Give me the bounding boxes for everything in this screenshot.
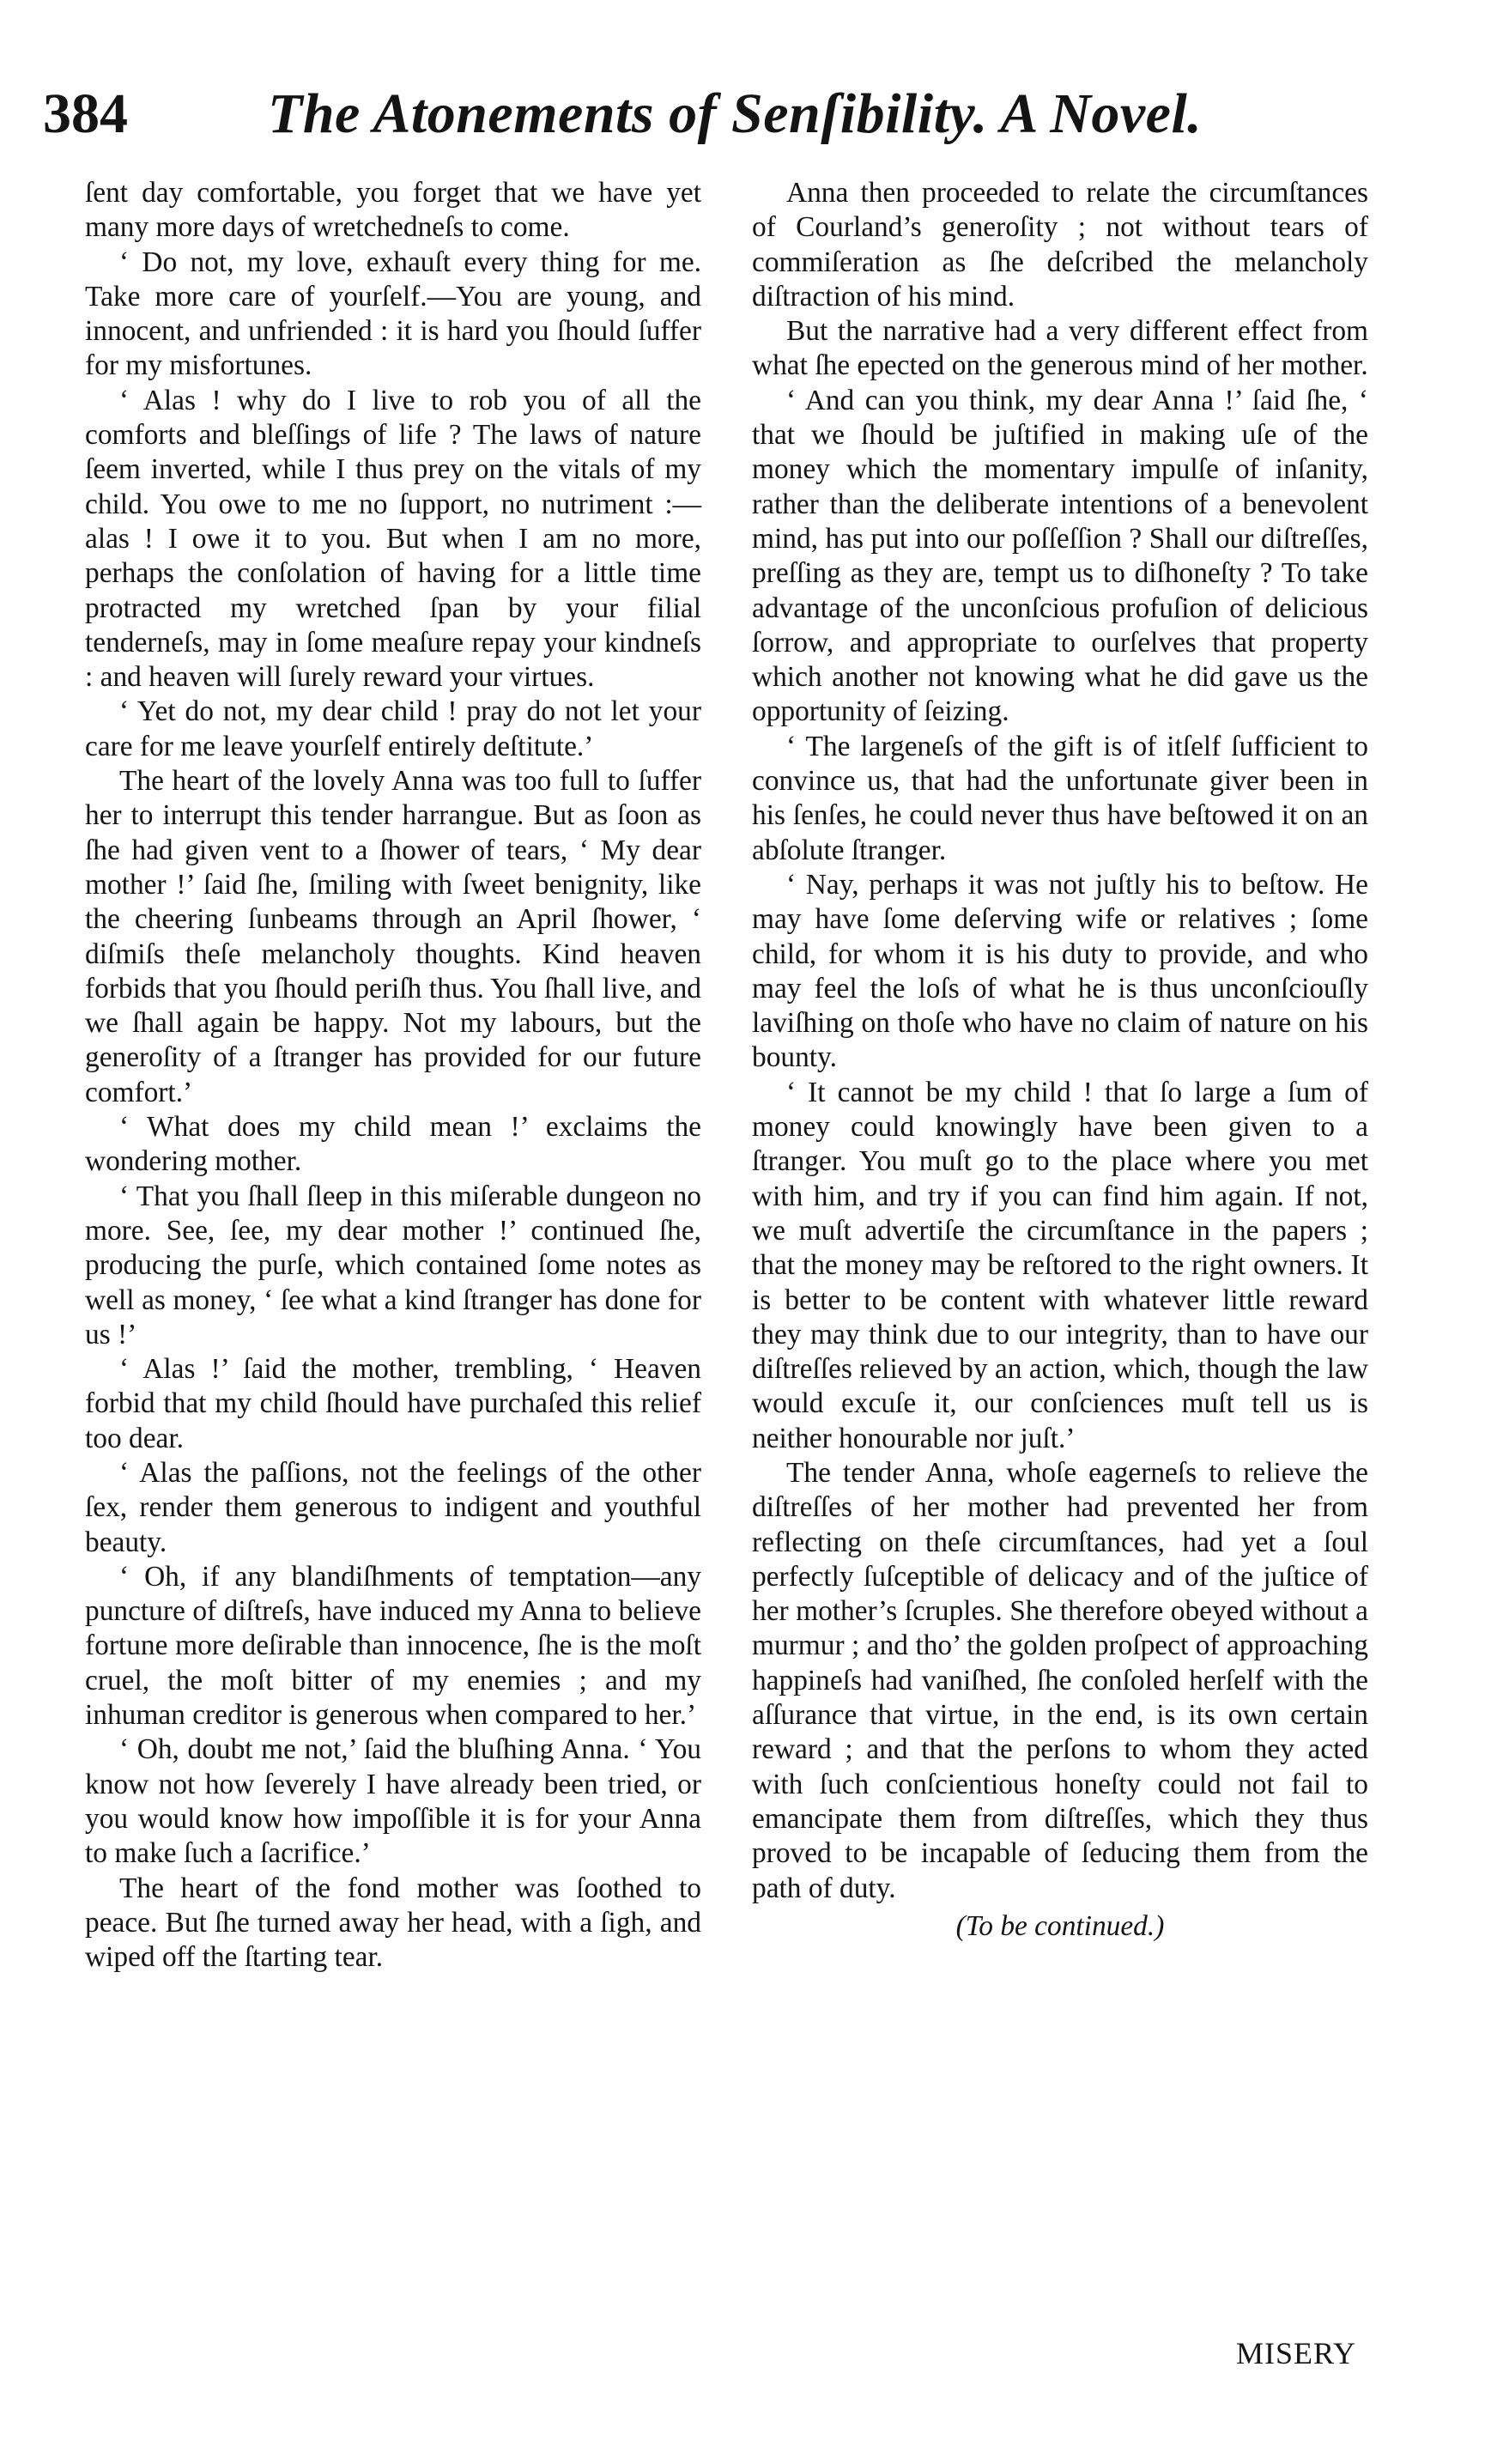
paragraph: ‘ It cannot be my child ! that ſo large a ſum of money could knowingly have been given to a ſtranger. You muſt go to the place where you met with him, and try if you can find him again. If not, we muſt advertiſe the circumſtance in the papers ; that the money may be reſtored to the right owners. It is better to be content with whatever little reward they may think due to our integrity, than to have our diſtreſſes relieved by an action, which, though the law would excuſe it, our conſciences muſt tell us is neither honourable nor juſt.’ xyxy=(752,1076,1368,1454)
right-column xyxy=(752,176,1368,1944)
paragraph: ‘ Oh, if any blandiſhments of temptation—any puncture of diſtreſs, have induced my Anna to believe fortune more deſirable than innocence, ſhe is the moſt cruel, the moſt bitter of my enemies ; and my inhuman creditor is generous when compared to her.’ xyxy=(85,1560,701,1732)
paragraph: The heart of the lovely Anna was too full to ſuffer her to interrupt this tender harrangue. But as ſoon as ſhe had given vent to a ſhower of tears, ‘ My dear mother !’ ſaid ſhe, ſmiling with ſweet benignity, like the cheering ſunbeams through an April ſhower, ‘ diſmiſs theſe melancholy thoughts. Kind heaven forbids that you ſhould periſh thus. You ſhall live, and we ſhall again be happy. Not my labours, but the generoſity of a ſtranger has provided for our future comfort.’ xyxy=(85,765,701,1108)
paragraph: ‘ That you ſhall ſleep in this miſerable dungeon no more. See, ſee, my dear mother !’ continued ſhe, producing the purſe, which contained ſome notes as well as money, ‘ ſee what a kind ſtranger has done for us !’ xyxy=(85,1180,701,1350)
paragraph: ‘ Oh, doubt me not,’ ſaid the bluſhing Anna. ‘ You know not how ſeverely I have already been tried, or you would know how impoſſible it is for your Anna to make ſuch a ſacrifice.’ xyxy=(85,1733,701,1870)
paragraph: ‘ Do not, my love, exhauſt every thing for me. Take more care of yourſelf.—You are young, and innocent, and unfriended : it is hard you ſhould ſuffer for my misfortunes. xyxy=(85,246,701,382)
paragraph: ‘ Nay, perhaps it was not juſtly his to beſtow. He may have ſome deſerving wife or relatives ; ſome child, for whom it is his duty to provide, and who may feel the loſs of what he is thus unconſciouſly laviſhing on thoſe who have no claim of nature on his bounty. xyxy=(752,868,1368,1074)
left-column xyxy=(85,176,701,1975)
paragraph: ‘ Alas !’ ſaid the mother, trembling, ‘ Heaven forbid that my child ſhould have purchaſed this relief too dear. xyxy=(85,1353,701,1454)
paragraph: The tender Anna, whoſe eagerneſs to relieve the diſtreſſes of her mother had prevented her from reflecting on theſe circumſtances, had yet a ſoul perfectly ſuſceptible of delicacy and of the juſtice of her mother’s ſcruples. She therefore obeyed without a murmur ; and tho’ the golden proſpect of approaching happineſs had vaniſhed, ſhe conſoled herſelf with the aſſurance that virtue, in the end, is its own certain reward ; and that the perſons to whom they acted with ſuch conſcientious honeſty could not fail to emancipate them from diſtreſſes, which they thus proved to be incapable of ſeducing them from the path of duty. xyxy=(752,1456,1368,1904)
catchword: MISERY xyxy=(1236,2336,1357,2370)
paragraph: Anna then proceeded to relate the circumſtances of Courland’s generoſity ; not without tears of commiſeration as ſhe deſcribed the melancholy diſtraction of his mind. xyxy=(752,177,1368,313)
page-number: 384 xyxy=(43,82,128,145)
paragraph: But the narrative had a very different effect from what ſhe epected on the generous mind of her mother. xyxy=(752,315,1368,382)
paragraph: The heart of the fond mother was ſoothed to peace. But ſhe turned away her head, with a ſigh, and wiped off the ſtarting tear. xyxy=(85,1872,701,1974)
continued-note: (To be continued.) xyxy=(955,1909,1165,1942)
paragraph: ‘ Yet do not, my dear child ! pray do not let your care for me leave yourſelf entirely deſtitute.’ xyxy=(85,695,701,762)
paragraph: ‘ Alas the paſſions, not the feelings of the other ſex, render them generous to indigent and youthful beauty. xyxy=(85,1456,701,1558)
paragraph: ſent day comfortable, you forget that we have yet many more days of wretchedneſs to come. xyxy=(85,177,701,244)
paragraph: ‘ What does my child mean !’ exclaims the wondering mother. xyxy=(85,1111,701,1178)
running-head xyxy=(43,76,1382,153)
paragraph: ‘ Alas ! why do I live to rob you of all the comforts and bleſſings of life ? The laws of nature ſeem inverted, while I thus prey on the vitals of my child. You owe to me no ſupport, no nutriment :—alas ! I owe it to you. But when I am no more, perhaps the conſolation of having for a little time protracted my wretched ſpan by your filial tenderneſs, may in ſome meaſure repay your kindneſs : and heaven will ſurely reward your virtues. xyxy=(85,384,701,694)
paragraph: ‘ The largeneſs of the gift is of itſelf ſufficient to convince us, that had the unfortunate giver been in his ſenſes, he could never thus have beſtowed it on an abſolute ſtranger. xyxy=(752,730,1368,866)
running-title: The Atonements of Senſibility. A Novel. xyxy=(268,82,1203,145)
paragraph: ‘ And can you think, my dear Anna !’ ſaid ſhe, ‘ that we ſhould be juſtified in making uſe of the money which the momentary impulſe of inſanity, rather than the deliberate intentions of a benevolent mind, has put into our poſſeſſion ? Shall our diſtreſſes, preſſing as they are, tempt us to diſhoneſty ? To take advantage of the unconſcious profuſion of delicious ſorrow, and appropriate to ourſelves that property which another not knowing what he did gave us the opportunity of ſeizing. xyxy=(752,384,1368,728)
